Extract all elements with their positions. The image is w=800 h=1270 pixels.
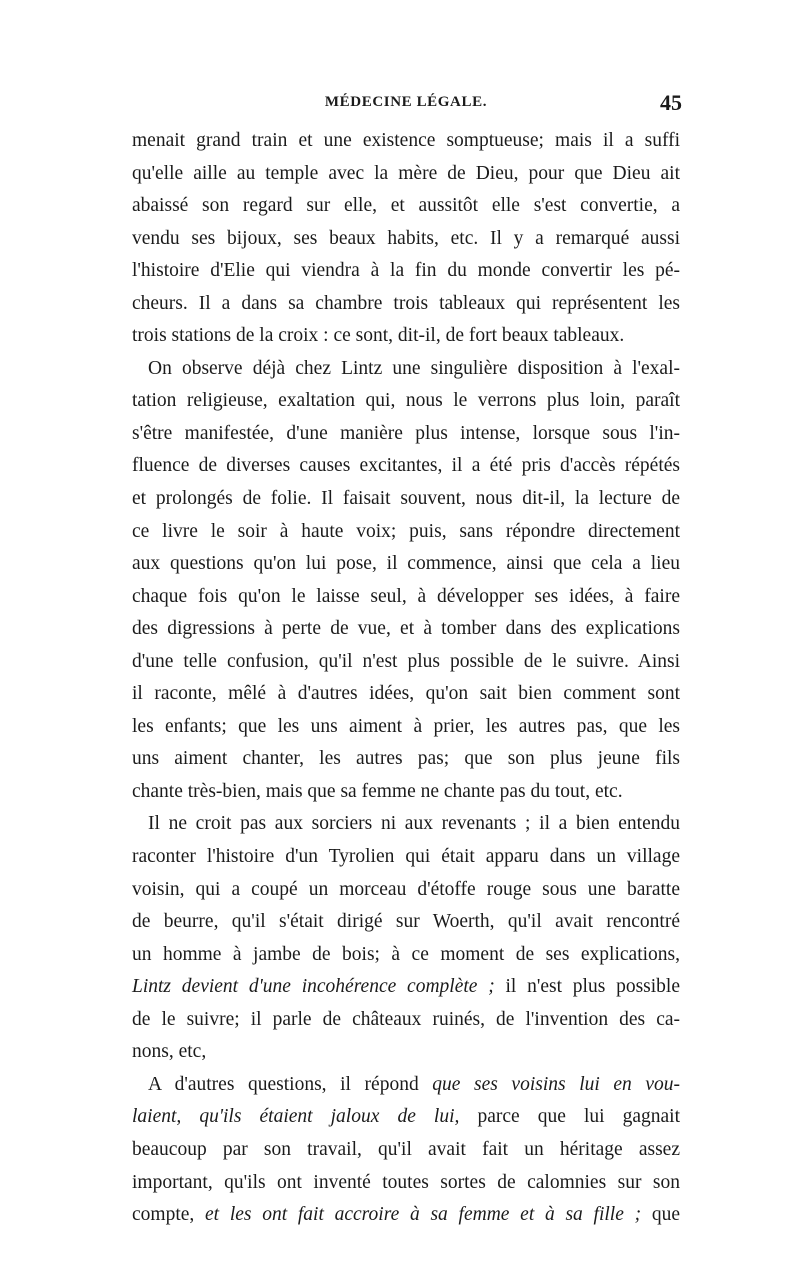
text-segment: raconter l'histoire d'un Tyrolien qui était apparu dans un village	[132, 846, 680, 868]
text-line	[132, 678, 680, 711]
text-segment: vendu ses bijoux, ses beaux habits, etc. Il y a remarqué aussi	[132, 227, 680, 249]
text-line	[132, 516, 680, 549]
italic-text-segment: laient, qu'ils étaient jaloux de lui,	[132, 1106, 460, 1128]
text-line	[132, 711, 680, 744]
text-segment: ce livre le soir à haute voix; puis, sans répondre directement	[132, 520, 680, 542]
text-segment: tation religieuse, exaltation qui, nous le verrons plus loin, paraît	[132, 390, 680, 412]
italic-text-segment: que ses voisins lui en vou-	[432, 1073, 680, 1095]
text-segment: uns aiment chanter, les autres pas; que son plus jeune fils	[132, 748, 680, 770]
text-line	[132, 418, 680, 451]
text-line	[132, 353, 680, 386]
text-segment: que	[641, 1204, 681, 1226]
running-head	[130, 90, 682, 120]
text-segment: de beurre, qu'il s'était dirigé sur Woerth, qu'il avait rencontré	[132, 911, 680, 933]
text-line	[132, 1004, 680, 1037]
text-segment: s'être manifestée, d'une manière plus intense, lorsque sous l'in-	[132, 422, 680, 444]
text-line	[132, 385, 680, 418]
text-line	[132, 125, 680, 158]
text-segment: il raconte, mêlé à d'autres idées, qu'on sait bien comment sont	[132, 683, 680, 705]
text-line	[132, 581, 680, 614]
text-line	[132, 483, 680, 516]
text-line	[132, 808, 680, 841]
text-line	[132, 1069, 680, 1102]
text-line	[132, 288, 680, 321]
text-line	[132, 158, 680, 191]
text-segment: fluence de diverses causes excitantes, il a été pris d'accès répétés	[132, 455, 680, 477]
page-number: 45	[660, 90, 682, 115]
text-segment: important, qu'ils ont inventé toutes sortes de calomnies sur son	[132, 1171, 680, 1193]
text-line	[132, 1167, 680, 1200]
text-segment: et prolongés de folie. Il faisait souvent, nous dit-il, la lecture de	[132, 488, 680, 510]
text-line	[132, 548, 680, 581]
text-segment: des digressions à perte de vue, et à tomber dans des explications	[132, 618, 680, 640]
text-line	[132, 971, 680, 1004]
text-segment: voisin, qui a coupé un morceau d'étoffe rouge sous une baratte	[132, 878, 680, 900]
text-segment: Il ne croit pas aux sorciers ni aux revenants ; il a bien entendu	[148, 813, 680, 835]
text-segment: beaucoup par son travail, qu'il avait fait un héritage assez	[132, 1138, 680, 1160]
text-line	[132, 613, 680, 646]
text-segment: chante très-bien, mais que sa femme ne chante pas du tout, etc.	[132, 780, 623, 802]
text-line	[132, 190, 680, 223]
text-segment: trois stations de la croix : ce sont, dit-il, de fort beaux tableaux.	[132, 325, 625, 347]
text-segment: l'histoire d'Elie qui viendra à la fin du monde convertir les pé-	[132, 260, 680, 282]
text-line	[132, 906, 680, 939]
text-segment: A d'autres questions, il répond	[148, 1073, 433, 1095]
text-segment: un homme à jambe de bois; à ce moment de ses explications,	[132, 943, 680, 965]
text-line	[132, 939, 680, 972]
text-line	[132, 743, 680, 776]
text-line	[132, 223, 680, 256]
text-segment: qu'elle aille au temple avec la mère de Dieu, pour que Dieu ait	[132, 162, 680, 184]
text-line	[132, 874, 680, 907]
text-line	[132, 320, 680, 353]
text-line	[132, 841, 680, 874]
text-line	[132, 1134, 680, 1167]
text-line	[132, 776, 680, 809]
text-segment: chaque fois qu'on le laisse seul, à développer ses idées, à faire	[132, 585, 680, 607]
text-segment: les enfants; que les uns aiment à prier, les autres pas, que les	[132, 715, 680, 737]
text-segment: parce que lui gagnait	[459, 1106, 680, 1128]
body-text	[132, 125, 680, 1232]
running-title: MÉDECINE LÉGALE.	[324, 94, 488, 110]
text-segment: d'une telle confusion, qu'il n'est plus possible de le suivre. Ainsi	[132, 650, 680, 672]
text-segment: compte,	[132, 1204, 206, 1226]
italic-text-segment: et les ont fait accroire à sa femme et à sa fille ;	[205, 1204, 642, 1226]
text-segment: nons, etc,	[132, 1041, 207, 1063]
text-segment: aux questions qu'on lui pose, il commence, ainsi que cela a lieu	[132, 553, 680, 575]
text-line	[132, 1101, 680, 1134]
text-line	[132, 1036, 680, 1069]
text-segment: de le suivre; il parle de châteaux ruinés, de l'invention des ca-	[132, 1008, 680, 1030]
text-line	[132, 1199, 680, 1232]
text-line	[132, 646, 680, 679]
text-line	[132, 450, 680, 483]
text-segment: On observe déjà chez Lintz une singulière disposition à l'exal-	[148, 357, 680, 379]
text-segment: menait grand train et une existence somptueuse; mais il a suffi	[132, 130, 680, 151]
italic-text-segment: Lintz devient d'une incohérence complète ;	[132, 976, 495, 998]
text-line	[132, 255, 680, 288]
text-segment: abaissé son regard sur elle, et aussitôt elle s'est convertie, a	[132, 195, 680, 217]
text-segment: cheurs. Il a dans sa chambre trois tableaux qui représentent les	[132, 292, 680, 314]
text-segment: il n'est plus possible	[494, 976, 680, 998]
